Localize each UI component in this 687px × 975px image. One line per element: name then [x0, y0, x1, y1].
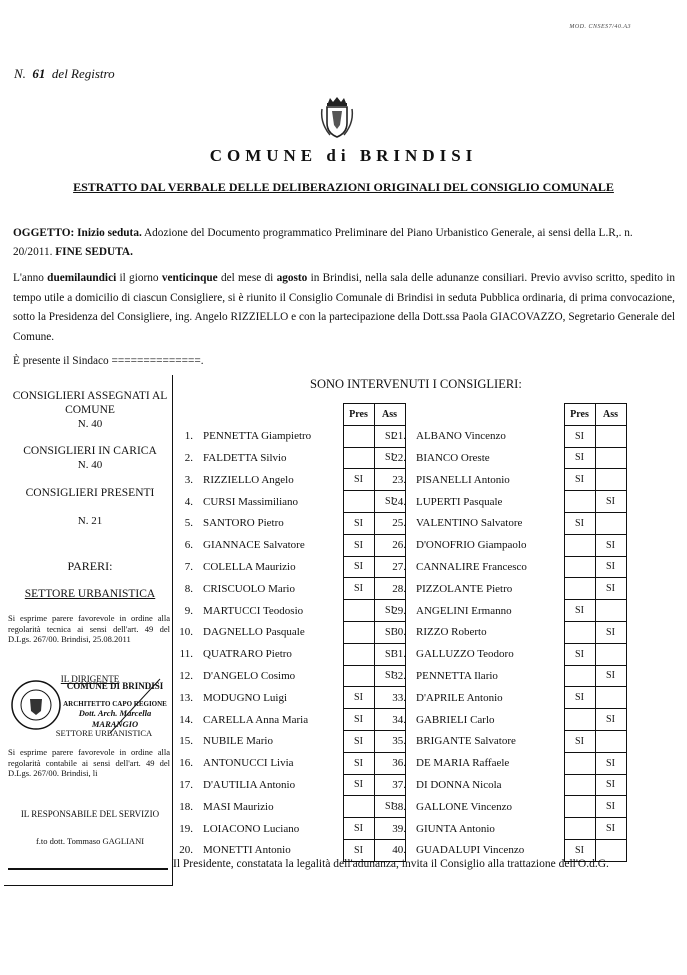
table-row — [178, 556, 405, 578]
table-row — [386, 425, 626, 447]
table-row — [178, 491, 405, 513]
consiglieri-title: SONO INTERVENUTI I CONSIGLIERI: — [310, 377, 522, 391]
presence-cell: SI — [564, 839, 595, 861]
table-row — [386, 796, 626, 818]
absence-cell: SI — [595, 709, 626, 731]
header-blank — [203, 404, 343, 426]
presence-cell: SI — [564, 425, 595, 447]
presence-cell: SI — [564, 447, 595, 469]
councillor-name: ANGELINI Ermanno — [416, 604, 512, 617]
presence-cell — [343, 425, 374, 447]
table-header-row — [386, 404, 626, 426]
table-header-row — [178, 404, 405, 426]
body-day: venticinque — [161, 272, 218, 284]
councillor-number: 2. — [184, 451, 193, 464]
col-ass-header: Ass — [374, 404, 405, 426]
councillor-name: ANTONUCCI Livia — [203, 757, 294, 770]
presence-cell: SI — [343, 752, 374, 774]
carica-value: N. 40 — [77, 459, 103, 471]
councillor-number: 23. — [392, 473, 406, 486]
councillor-name: CANNALIRE Francesco — [416, 560, 527, 573]
table-row — [386, 730, 626, 752]
register-number: 61 — [32, 66, 46, 81]
councillor-name: SANTORO Pietro — [203, 517, 284, 530]
absence-cell: SI — [595, 752, 626, 774]
councillor-number: 21. — [392, 430, 406, 443]
councillor-name: D'ONOFRIO Giampaolo — [416, 539, 527, 552]
table-row — [178, 818, 405, 840]
register-prefix: N. — [14, 66, 26, 81]
register-number-line — [14, 66, 115, 82]
councillor-name: PIZZOLANTE Pietro — [416, 582, 513, 595]
presence-cell — [343, 447, 374, 469]
councillor-name: MODUGNO Luigi — [203, 691, 288, 704]
table-row — [386, 643, 626, 665]
councillor-number: 40. — [392, 844, 406, 857]
pareri-heading: PARERI: — [67, 559, 113, 573]
presence-cell — [564, 752, 595, 774]
councillor-number: 1. — [184, 430, 193, 443]
table-row — [386, 687, 626, 709]
responsabile-label: IL RESPONSABILE DEL SERVIZIO — [20, 809, 160, 819]
dirigente-label: IL DIRIGENTE — [60, 674, 120, 684]
councillor-number: 24. — [392, 495, 406, 508]
councillor-name: ALBANO Vincenzo — [416, 430, 506, 443]
absence-cell — [595, 600, 626, 622]
absence-cell: SI — [595, 556, 626, 578]
table-row — [178, 774, 405, 796]
table-row — [178, 425, 405, 447]
body-text: in Brindisi, nella sala delle adunanze consiliari. Previo avviso scritto, spedito in tempo utile a domicilio di ciascun Consigliere, si è riunito il Consiglio Comunale di Brindisi in seduta Pubblica ordinaria, di prima convocazione, sotto la Presidenza del Consigliere, ing. Angelo RIZZIELLO e con la partecipazione della Dott.ssa Paola GIACOVAZZO, Segretario Generale del Comune. — [13, 272, 675, 343]
absence-cell: SI — [595, 578, 626, 600]
absence-cell: SI — [374, 665, 405, 687]
presence-cell — [564, 556, 595, 578]
presence-cell: SI — [343, 774, 374, 796]
col-pres-header: Pres — [564, 404, 595, 426]
absence-cell: SI — [595, 818, 626, 840]
absence-cell: SI — [595, 534, 626, 556]
councillor-name: LOIACONO Luciano — [203, 822, 300, 835]
councillor-number: 7. — [184, 560, 193, 573]
assegnati-label: CONSIGLIERI ASSEGNATI AL COMUNE — [12, 390, 168, 416]
closing-statement: Il Presidente, constatata la legalità dell'adunanza, invita il Consiglio alla trattazione dell'O.d.G. — [173, 858, 609, 870]
header-blank — [386, 404, 416, 426]
councillor-number: 29. — [392, 604, 406, 617]
councillor-number: 33. — [392, 691, 406, 704]
document-title: COMUNE di BRINDISI — [209, 146, 478, 165]
presence-cell: SI — [343, 534, 374, 556]
carica-label: CONSIGLIERI IN CARICA — [23, 445, 157, 457]
councillor-name: COLELLA Maurizio — [203, 560, 296, 573]
stamp-role: ARCHITETTO CAPO REGIONE — [63, 700, 167, 708]
table-row — [178, 578, 405, 600]
document-subtitle: ESTRATTO DAL VERBALE DELLE DELIBERAZIONI ORIGINALI DEL CONSIGLIO COMUNALE — [73, 180, 614, 194]
absence-cell: SI — [595, 665, 626, 687]
stamp-name: COMUNE DI BRINDISI — [66, 681, 164, 691]
councillor-number: 25. — [392, 517, 406, 530]
absence-cell — [595, 512, 626, 534]
councillor-number: 31. — [392, 648, 406, 661]
register-suffix: del Registro — [51, 66, 115, 81]
councillor-name: FALDETTA Silvio — [203, 451, 287, 464]
oggetto-text: Adozione del Documento programmatico Preliminare del Piano Urbanistico Generale, ai sensi della L.R,. n. 20/2011. — [13, 227, 633, 258]
councillor-number: 3. — [184, 473, 193, 486]
presenti-label: CONSIGLIERI PRESENTI — [25, 487, 155, 499]
councillor-number: 32. — [392, 669, 406, 682]
councillor-number: 11. — [179, 648, 193, 661]
councillor-name: RIZZIELLO Angelo — [203, 473, 294, 486]
absence-cell: SI — [374, 447, 405, 469]
oggetto-tail: FINE SEDUTA. — [55, 246, 133, 258]
councillor-number: 5. — [184, 517, 193, 530]
table-row — [386, 534, 626, 556]
presence-cell — [564, 534, 595, 556]
presence-cell — [564, 621, 595, 643]
councillor-number: 15. — [179, 735, 193, 748]
presence-cell: SI — [343, 512, 374, 534]
table-row — [386, 512, 626, 534]
table-row — [178, 621, 405, 643]
verbale-body — [13, 269, 675, 347]
sidebar-box — [4, 375, 173, 886]
absence-cell: SI — [374, 600, 405, 622]
table-row — [386, 752, 626, 774]
councillor-name: LUPERTI Pasquale — [416, 495, 503, 508]
councillor-number: 34. — [392, 713, 406, 726]
stamp-settore: SETTORE URBANISTICA — [55, 728, 153, 738]
absence-cell: SI — [595, 621, 626, 643]
councillor-number: 14. — [179, 713, 193, 726]
table-row — [386, 556, 626, 578]
model-code: MOD. CNSES7/40.A3 — [569, 24, 631, 30]
councillor-number: 37. — [392, 778, 406, 791]
presence-cell — [343, 600, 374, 622]
table-row — [178, 665, 405, 687]
absence-cell: SI — [374, 491, 405, 513]
presence-cell — [343, 643, 374, 665]
councillor-number: 19. — [179, 822, 193, 835]
councillor-number: 12. — [179, 669, 193, 682]
parere-contabile: Si esprime parere favorevole in ordine alla regolarità contabile ai sensi dell'art. 49 del D.Lgs. 267/00. Brindisi, li — [8, 747, 170, 778]
oggetto-lead: Inizio seduta. — [77, 227, 142, 239]
presence-cell — [564, 774, 595, 796]
table-row — [386, 621, 626, 643]
councillor-name: PENNETTA Giampietro — [203, 430, 312, 443]
councillor-number: 28. — [392, 582, 406, 595]
councillor-name: DAGNELLO Pasquale — [203, 626, 305, 639]
councillor-number: 22. — [392, 451, 406, 464]
presence-cell: SI — [343, 578, 374, 600]
presence-cell — [343, 491, 374, 513]
councillor-name: PENNETTA Ilario — [416, 669, 498, 682]
stamp-person: Dott. Arch. Marcella MARANGIO — [78, 708, 152, 729]
table-row — [178, 600, 405, 622]
presence-cell: SI — [343, 709, 374, 731]
absence-cell — [595, 425, 626, 447]
presence-cell: SI — [564, 643, 595, 665]
table-row — [178, 687, 405, 709]
absence-cell — [595, 643, 626, 665]
councillor-name: CRISCUOLO Mario — [203, 582, 295, 595]
presence-cell: SI — [343, 730, 374, 752]
councillor-name: D'AUTILIA Antonio — [203, 778, 296, 791]
councillor-name: GUADALUPI Vincenzo — [416, 844, 525, 857]
councillor-name: GALLUZZO Teodoro — [416, 648, 514, 661]
councillor-number: 39. — [392, 822, 406, 835]
settore-urbanistica: SETTORE URBANISTICA — [24, 588, 156, 600]
table-row — [178, 709, 405, 731]
councillor-name: QUATRARO Pietro — [203, 648, 292, 661]
absence-cell — [595, 730, 626, 752]
responsabile-firma: f.to dott. Tommaso GAGLIANI — [35, 836, 145, 846]
table-row — [178, 512, 405, 534]
councillor-name: DI DONNA Nicola — [416, 778, 502, 791]
councillor-name: DE MARIA Raffaele — [416, 757, 510, 770]
councillor-number: 8. — [184, 582, 193, 595]
presence-cell: SI — [564, 512, 595, 534]
table-row — [178, 643, 405, 665]
councillor-number: 20. — [179, 844, 193, 857]
parere-tecnica: Si esprime parere favorevole in ordine alla regolarità tecnica ai sensi dell'art. 49 del D.Lgs. 267/00. Brindisi, 25.08.2011 — [8, 613, 170, 644]
presence-cell: SI — [343, 687, 374, 709]
presence-cell: SI — [343, 839, 374, 861]
councillor-number: 36. — [392, 757, 406, 770]
table-row — [178, 534, 405, 556]
table-row — [178, 469, 405, 491]
body-text: del mese di — [220, 272, 274, 284]
councillor-name: CURSI Massimiliano — [203, 495, 299, 508]
councillor-number: 18. — [179, 800, 193, 813]
councillor-name: GABRIELI Carlo — [416, 713, 495, 726]
body-month: agosto — [276, 272, 308, 284]
absence-cell: SI — [595, 774, 626, 796]
col-pres-header: Pres — [343, 404, 374, 426]
assegnati-value: N. 40 — [77, 418, 103, 430]
body-text: il giorno — [119, 272, 159, 284]
councillor-name: D'ANGELO Cosimo — [203, 669, 296, 682]
consiglieri-table-left — [178, 403, 406, 862]
presence-cell — [343, 621, 374, 643]
councillor-name: CARELLA Anna Maria — [203, 713, 309, 726]
councillor-number: 16. — [179, 757, 193, 770]
header-blank — [178, 404, 203, 426]
councillor-number: 38. — [392, 800, 406, 813]
councillor-number: 13. — [179, 691, 193, 704]
table-row — [178, 796, 405, 818]
sindaco-line: È presente il Sindaco ==============. — [13, 355, 204, 367]
councillor-name: GALLONE Vincenzo — [416, 800, 512, 813]
absence-cell — [595, 469, 626, 491]
absence-cell: SI — [595, 796, 626, 818]
oggetto-section — [13, 224, 673, 262]
absence-cell: SI — [374, 796, 405, 818]
presenti-value: N. 21 — [77, 515, 103, 527]
presence-cell: SI — [564, 600, 595, 622]
table-row — [386, 578, 626, 600]
councillor-number: 27. — [392, 560, 406, 573]
body-text: L'anno — [13, 272, 44, 284]
absence-cell — [595, 687, 626, 709]
table-row — [386, 818, 626, 840]
table-row — [386, 774, 626, 796]
councillor-number: 30. — [392, 626, 406, 639]
councillor-name: BIANCO Oreste — [416, 451, 490, 464]
presence-cell — [564, 665, 595, 687]
councillor-name: D'APRILE Antonio — [416, 691, 503, 704]
presence-cell — [564, 818, 595, 840]
absence-cell: SI — [595, 491, 626, 513]
absence-cell: SI — [374, 643, 405, 665]
presence-cell — [564, 578, 595, 600]
councillor-number: 9. — [184, 604, 193, 617]
table-row — [178, 730, 405, 752]
councillor-number: 17. — [179, 778, 193, 791]
presence-cell: SI — [564, 687, 595, 709]
councillor-name: MONETTI Antonio — [203, 844, 291, 857]
table-row — [386, 709, 626, 731]
presence-cell — [343, 796, 374, 818]
col-ass-header: Ass — [595, 404, 626, 426]
presence-cell — [564, 709, 595, 731]
councillor-number: 35. — [392, 735, 406, 748]
councillor-name: MARTUCCI Teodosio — [203, 604, 304, 617]
oggetto-label: OGGETTO: — [13, 227, 75, 239]
councillor-name: BRIGANTE Salvatore — [416, 735, 516, 748]
city-coat-of-arms-icon — [318, 95, 356, 139]
table-row — [386, 447, 626, 469]
presence-cell — [564, 796, 595, 818]
table-row — [386, 491, 626, 513]
body-year: duemilaundici — [47, 272, 117, 284]
header-blank — [416, 404, 564, 426]
councillor-name: GIUNTA Antonio — [416, 822, 495, 835]
presence-cell: SI — [564, 469, 595, 491]
absence-cell: SI — [374, 425, 405, 447]
councillor-name: RIZZO Roberto — [416, 626, 487, 639]
presence-cell: SI — [343, 469, 374, 491]
table-row — [386, 665, 626, 687]
councillor-name: GIANNACE Salvatore — [203, 539, 305, 552]
councillor-number: 6. — [184, 539, 193, 552]
councillor-number: 26. — [392, 539, 406, 552]
presence-cell: SI — [343, 818, 374, 840]
absence-cell: SI — [374, 621, 405, 643]
councillor-number: 10. — [179, 626, 193, 639]
table-row — [386, 469, 626, 491]
presence-cell — [343, 665, 374, 687]
signature-rule — [8, 868, 168, 870]
table-row — [178, 447, 405, 469]
councillor-name: NUBILE Mario — [203, 735, 273, 748]
table-row — [386, 600, 626, 622]
councillor-name: VALENTINO Salvatore — [416, 517, 523, 530]
presence-cell: SI — [343, 556, 374, 578]
absence-cell — [595, 447, 626, 469]
councillor-name: PISANELLI Antonio — [416, 473, 510, 486]
consiglieri-table-right — [386, 403, 627, 862]
presence-cell: SI — [564, 730, 595, 752]
councillor-number: 4. — [184, 495, 193, 508]
councillor-name: MASI Maurizio — [203, 800, 274, 813]
table-row — [178, 752, 405, 774]
presence-cell — [564, 491, 595, 513]
